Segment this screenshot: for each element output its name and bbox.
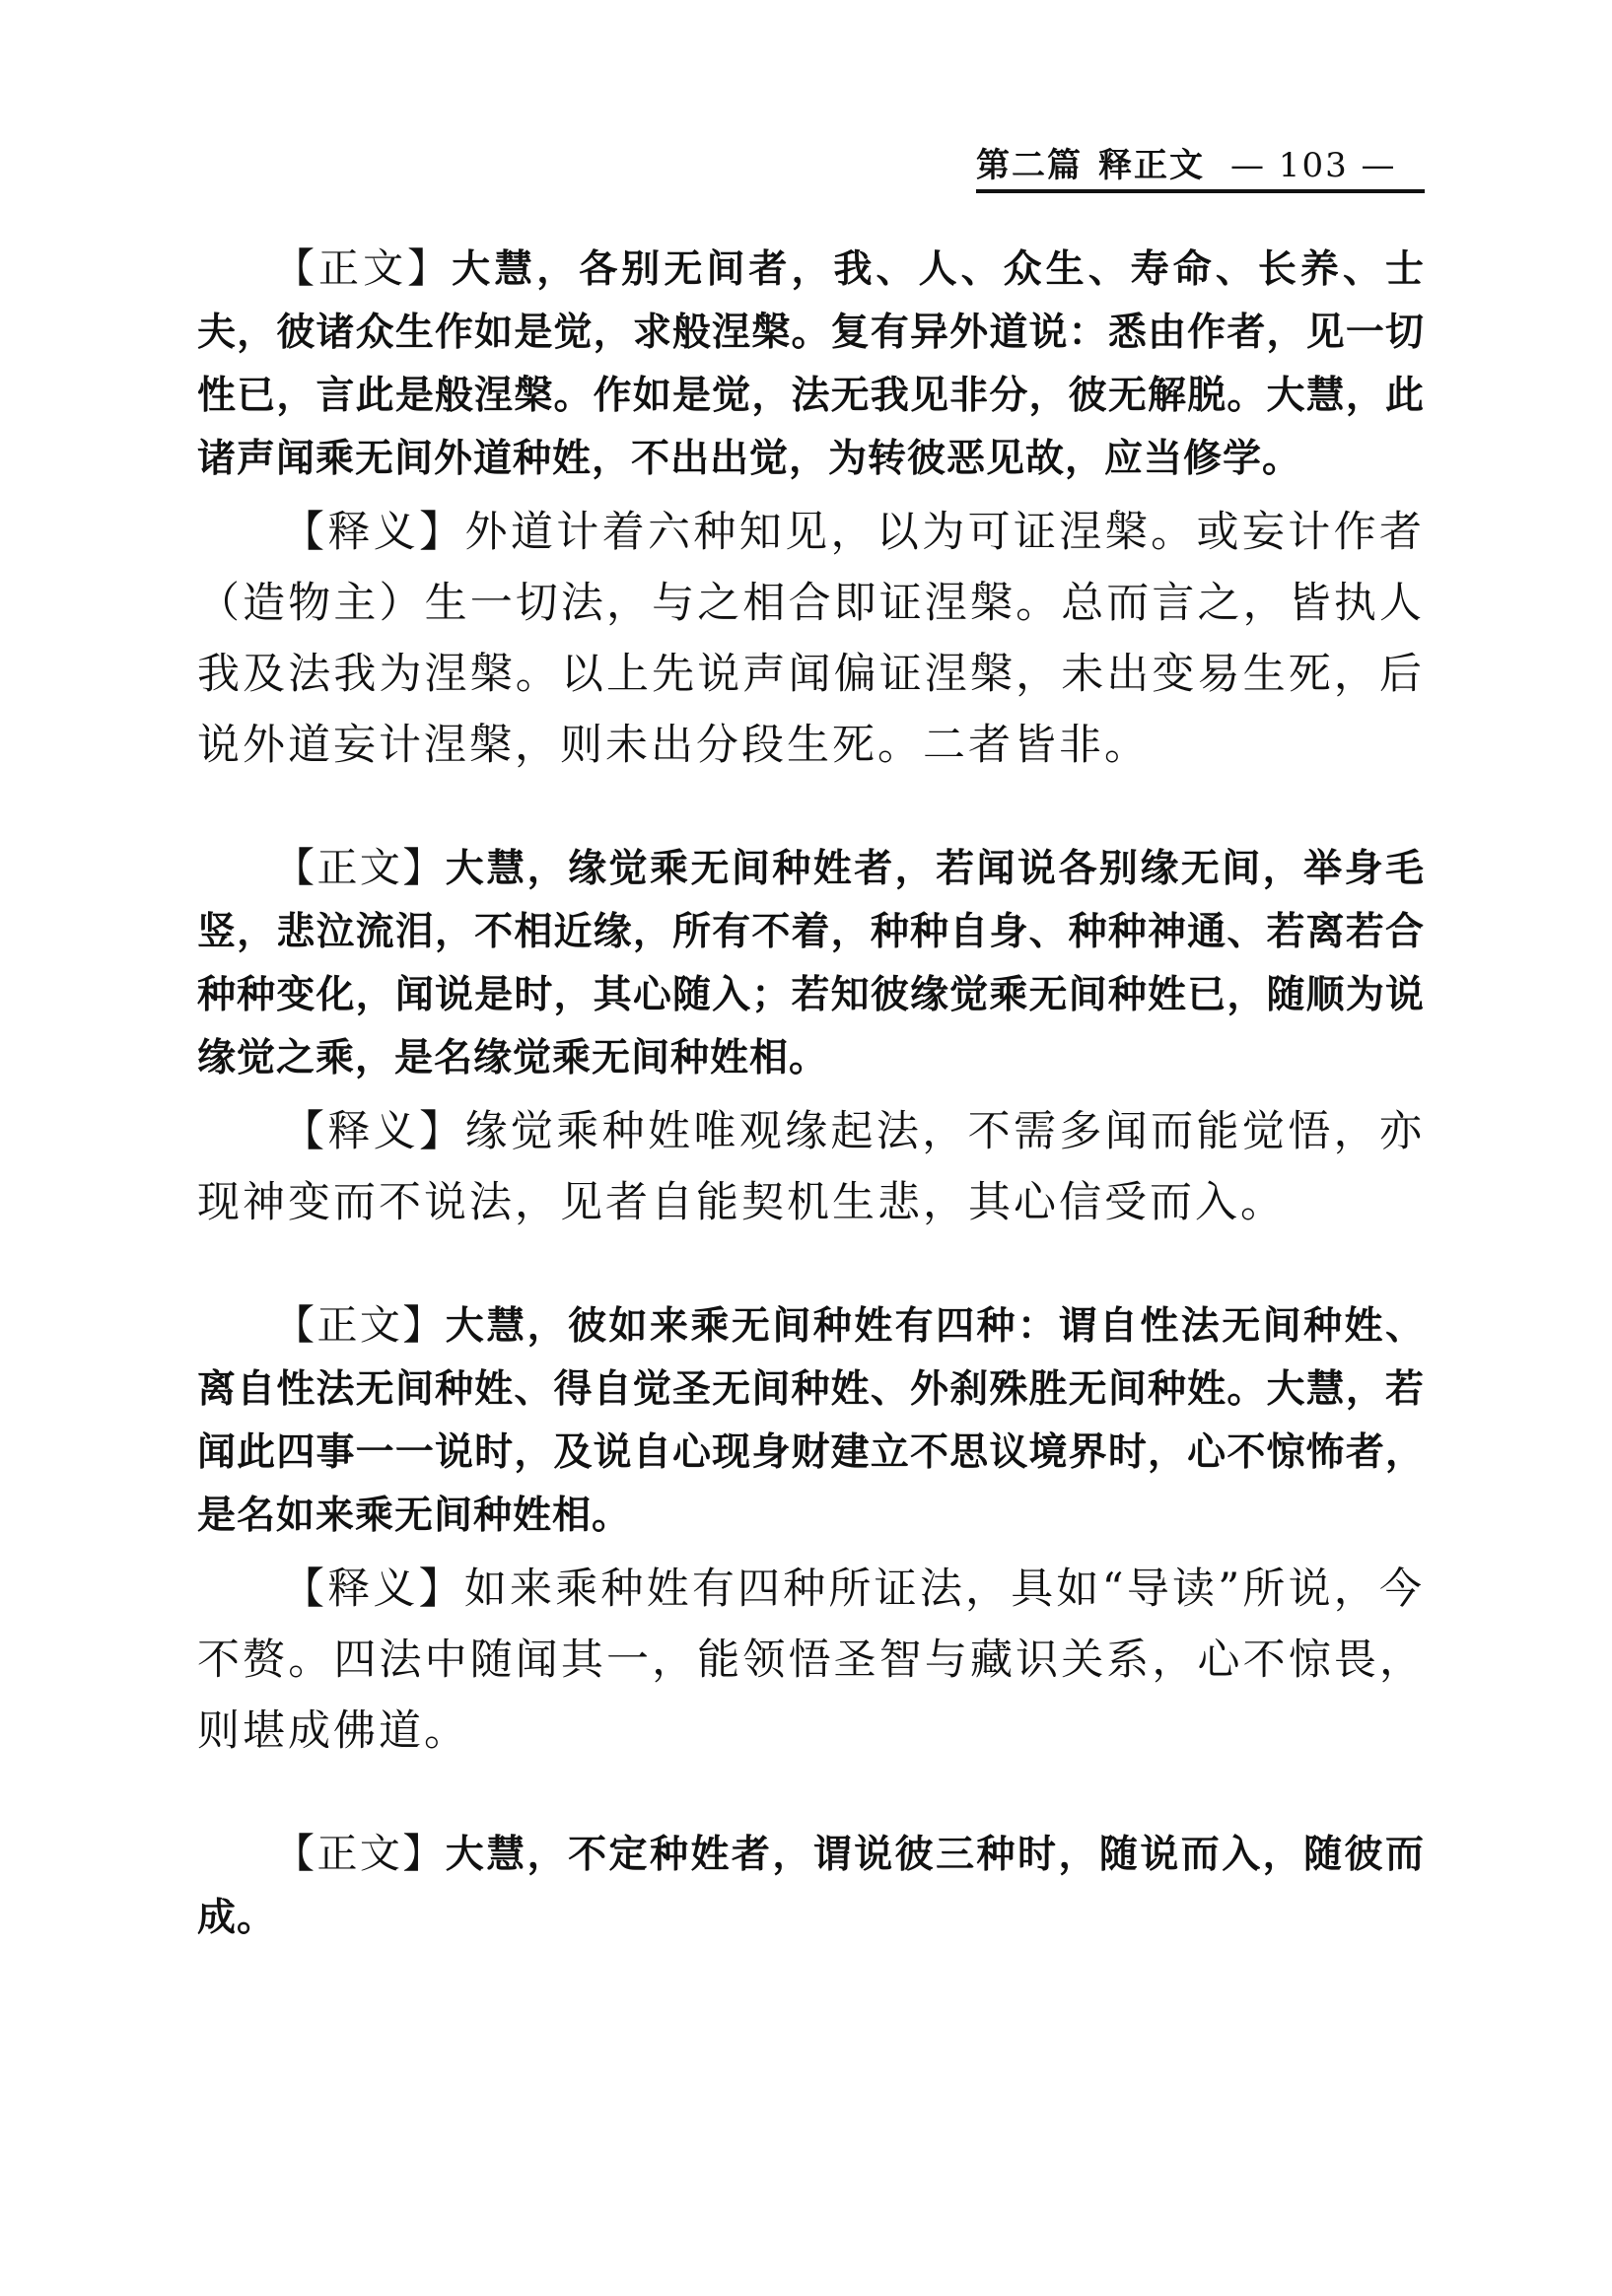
- page-body: [197, 237, 1425, 1950]
- shiyi-label: 【释义】: [282, 508, 465, 557]
- shiyi-paragraph: [197, 497, 1425, 781]
- section-gap: [197, 781, 1425, 836]
- zhengwen-paragraph: [197, 836, 1425, 1090]
- shiyi-text: 如来乘种姓有四种所证法，具如“导读”所说，今不赘。四法中随闻其一，能领悟圣智与藏识关系，心不惊畏，则堪成佛道。: [197, 1565, 1426, 1756]
- shiyi-label: 【释义】: [282, 1107, 465, 1156]
- zhengwen-text: 大慧，各别无间者，我、人、众生、寿命、长养、士夫，彼诸众生作如是觉，求般涅槃。复有异外道说：悉由作者，见一切性已，言此是般涅槃。作如是觉，法无我见非分，彼无解脱。大慧，此诸声闻乘无间外道种姓，不出出觉，为转彼恶见故，应当修学。: [197, 247, 1425, 481]
- zhengwen-label: 【正文】: [274, 1830, 446, 1877]
- shiyi-paragraph: [197, 1554, 1425, 1767]
- zhengwen-paragraph: [197, 1293, 1425, 1548]
- zhengwen-label: 【正文】: [274, 1301, 446, 1349]
- zhengwen-label: 【正文】: [274, 844, 446, 891]
- zhengwen-text: 大慧，缘觉乘无间种姓者，若闻说各别缘无间，举身毛竖，悲泣流泪，不相近缘，所有不着，种种自身、种种神通、若离若合种种变化，闻说是时，其心随入；若知彼缘觉乘无间种姓已，随顺为说缘觉之乘，是名缘觉乘无间种姓相。: [197, 847, 1425, 1080]
- zhengwen-paragraph: [197, 1822, 1425, 1950]
- section-gap: [197, 1767, 1425, 1822]
- shiyi-text: 外道计着六种知见，以为可证涅槃。或妄计作者（造物主）生一切法，与之相合即证涅槃。总而言之，皆执人我及法我为涅槃。以上先说声闻偏证涅槃，未出变易生死，后说外道妄计涅槃，则未出分段生死。二者皆非。: [197, 508, 1425, 770]
- running-header: [976, 138, 1425, 193]
- shiyi-label: 【释义】: [282, 1565, 464, 1614]
- section-gap: [197, 1238, 1425, 1293]
- shiyi-paragraph: [197, 1096, 1425, 1238]
- header-section: 第二篇: [976, 146, 1083, 185]
- zhengwen-text: 大慧，不定种姓者，谓说彼三种时，随说而入，随彼而成。: [197, 1833, 1425, 1940]
- shiyi-text: 缘觉乘种姓唯观缘起法，不需多闻而能觉悟，亦现神变而不说法，见者自能契机生悲，其心信受而入。: [197, 1107, 1425, 1227]
- header-title: 释正文: [1098, 146, 1205, 185]
- zhengwen-text: 大慧，彼如来乘无间种姓有四种：谓自性法无间种姓、离自性法无间种姓、得自觉圣无间种姓、外刹殊胜无间种姓。大慧，若闻此四事一一说时，及说自心现身财建立不思议境界时，心不惊怖者，是名如来乘无间种姓相。: [197, 1304, 1425, 1538]
- page-number: — 103 —: [1230, 146, 1397, 185]
- zhengwen-label: 【正文】: [274, 244, 453, 292]
- zhengwen-paragraph: [197, 237, 1425, 491]
